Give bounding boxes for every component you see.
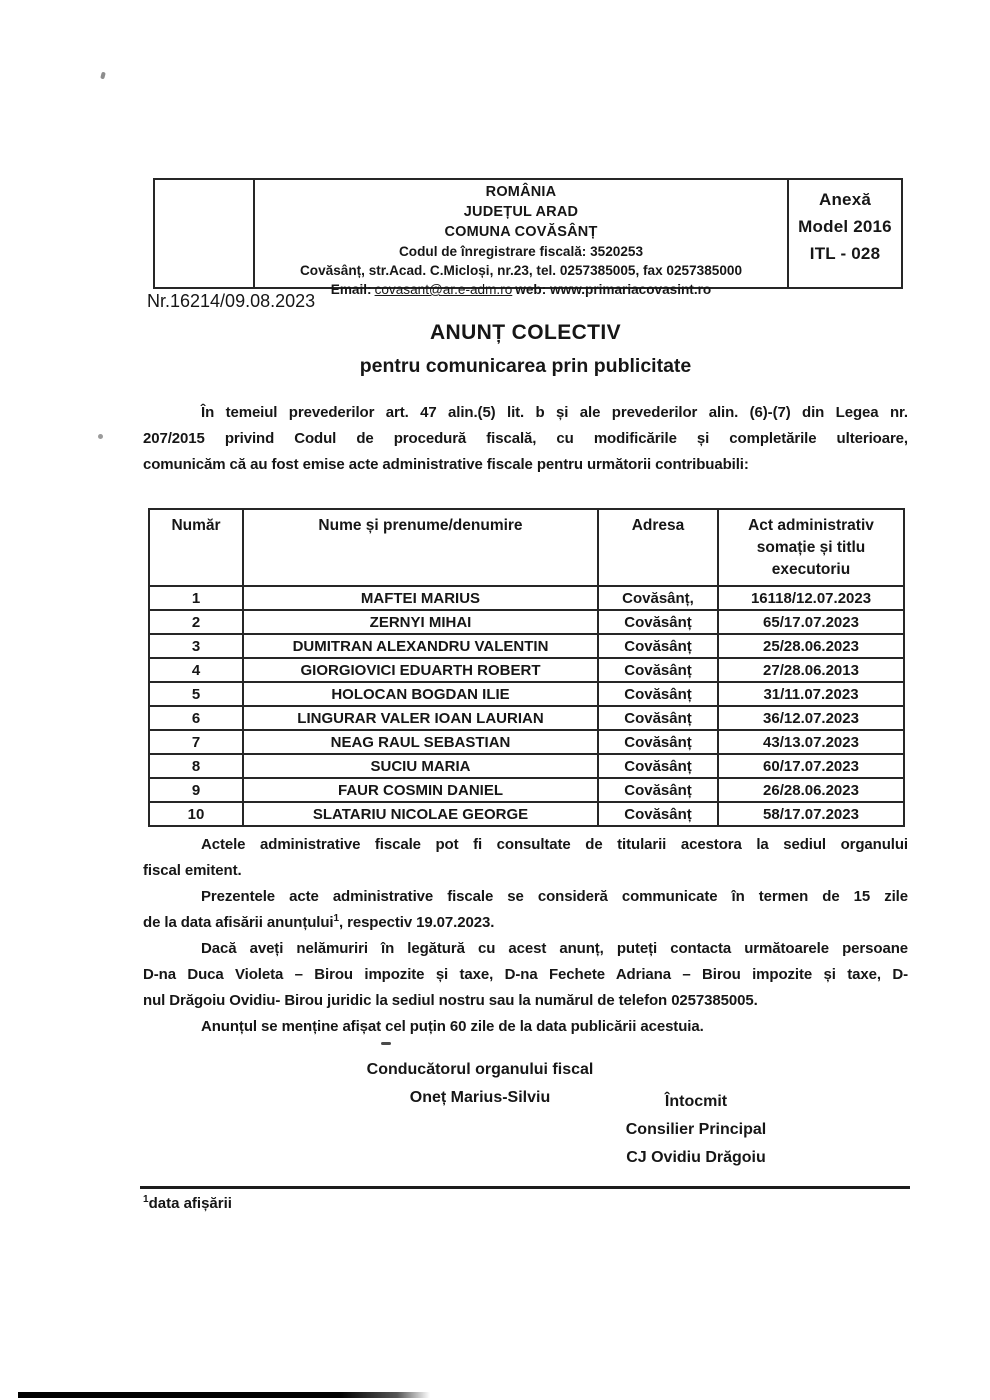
col-header-address: Adresa: [598, 509, 718, 586]
letterhead-org-cell: [255, 180, 789, 297]
signature-right-title: Întocmit: [664, 1093, 728, 1110]
table-header-row: [149, 509, 904, 586]
table-cell: HOLOCAN BOGDAN ILIE: [243, 682, 598, 706]
table-cell: Covăsânț: [598, 634, 718, 658]
text-segment: , respectiv 19.07.2023.: [338, 914, 495, 931]
text-segment: nul Drăgoiu Ovidiu- Birou juridic la sediul nostru sau la numărul de telefon 0257385005.: [143, 992, 758, 1009]
table-cell: Covăsânț: [598, 730, 718, 754]
table-row: [149, 706, 904, 730]
paragraph-line: [143, 832, 908, 858]
table-cell: 60/17.07.2023: [718, 754, 904, 778]
paragraph-line: [143, 988, 908, 1014]
table-cell: 31/11.07.2023: [718, 682, 904, 706]
table-row: [149, 658, 904, 682]
table-cell: NEAG RAUL SEBASTIAN: [243, 730, 598, 754]
letterhead-table: [153, 178, 903, 297]
table-cell: 16118/12.07.2023: [718, 586, 904, 610]
table-row: [149, 682, 904, 706]
table-cell: FAUR COSMIN DANIEL: [243, 778, 598, 802]
document-subtitle: pentru comunicarea prin publicitate: [359, 355, 692, 377]
table-row: [149, 610, 904, 634]
org-address: Covăsânț, str.Acad. C.Micloși, nr.23, tel. 0257385005, fax 0257385000: [299, 263, 743, 278]
footnote-divider: [140, 1186, 910, 1189]
table-cell: ZERNYI MIHAI: [243, 610, 598, 634]
paragraph-display-duration: [143, 1014, 908, 1040]
table-row: [149, 634, 904, 658]
table-cell: Covăsânț: [598, 706, 718, 730]
text-segment: 207/2015 privind Codul de procedură fiscală, cu modificările și completările ulterioare,: [143, 430, 908, 447]
intro-paragraph: [143, 400, 908, 478]
table-cell: Covăsânț: [598, 658, 718, 682]
table-cell: 65/17.07.2023: [718, 610, 904, 634]
website: web: www.primariacovasint.ro: [515, 282, 712, 297]
table-cell: 2: [149, 610, 243, 634]
table-cell: SLATARIU NICOLAE GEORGE: [243, 802, 598, 826]
table-cell: Covăsânț: [598, 682, 718, 706]
table-row: [149, 802, 904, 826]
footnote-reference-mark: 1: [333, 913, 339, 924]
table-cell: Covăsânț: [598, 802, 718, 826]
org-commune: COMUNA COVĂSÂNȚ: [444, 224, 598, 240]
org-fiscal-code: Codul de înregistrare fiscală: 3520253: [398, 244, 644, 259]
table-cell: SUCIU MARIA: [243, 754, 598, 778]
body-paragraphs: [143, 832, 908, 1040]
table-cell: 5: [149, 682, 243, 706]
col-header-number: Număr: [149, 509, 243, 586]
table-cell: 27/28.06.2013: [718, 658, 904, 682]
table-cell: GIORGIOVICI EDUARTH ROBERT: [243, 658, 598, 682]
table-cell: Covăsânț: [598, 778, 718, 802]
signature-left-name: Oneț Marius-Silviu: [409, 1089, 551, 1106]
paragraph-consultation: [143, 832, 908, 884]
letterhead-stamp-cell: [155, 180, 255, 287]
signature-right-name: CJ Ovidiu Drăgoiu: [626, 1149, 766, 1166]
paragraph-line: [143, 426, 908, 452]
paragraph-line: [143, 1014, 908, 1040]
annex-code: ITL - 028: [809, 244, 881, 263]
table-cell: LINGURAR VALER IOAN LAURIAN: [243, 706, 598, 730]
signature-right-role: Consilier Principal: [625, 1121, 767, 1138]
col-header-act: Act administrativ somație și titlu executoriu: [718, 509, 904, 586]
table-row: [149, 754, 904, 778]
scan-artifact: [98, 434, 103, 439]
footnote-ref: 1: [143, 1194, 149, 1205]
footnote-text: data afișării: [148, 1195, 232, 1212]
scan-artifact: [381, 1042, 391, 1045]
scan-artifact: [18, 1392, 430, 1398]
table-cell: 3: [149, 634, 243, 658]
table-cell: 58/17.07.2023: [718, 802, 904, 826]
table-cell: 6: [149, 706, 243, 730]
paragraph-line: [143, 910, 908, 936]
table-cell: Covăsânț: [598, 754, 718, 778]
text-segment: În temeiul prevederilor art. 47 alin.(5) lit. b și ale prevederilor alin. (6)-(7) din Legea nr.: [201, 404, 908, 421]
text-segment: Prezentele acte administrative fiscale se consideră communicate în termen de 15 zile: [201, 888, 908, 905]
table-cell: 7: [149, 730, 243, 754]
paragraph-contact-persons: [143, 936, 908, 1014]
text-segment: de la data afisării anunțului: [143, 914, 334, 931]
paragraph-line: [143, 884, 908, 910]
registration-number: Nr.16214/09.08.2023: [147, 291, 316, 311]
text-segment: Anunțul se menține afișat cel puțin 60 zile de la data publicării acestuia.: [201, 1018, 704, 1035]
taxpayers-table: [148, 508, 905, 827]
table-cell: 1: [149, 586, 243, 610]
org-country: ROMÂNIA: [485, 184, 557, 200]
table-cell: Covăsânț: [598, 610, 718, 634]
table-row: [149, 730, 904, 754]
table-row: [149, 778, 904, 802]
text-segment: D-na Duca Violeta – Birou impozite și taxe, D-na Fechete Adriana – Birou impozite și taxe, D-: [143, 966, 908, 983]
paragraph-line: [143, 936, 908, 962]
document-title: ANUNȚ COLECTIV: [429, 321, 622, 344]
text-segment: Dacă aveți nelămuriri în legătură cu acest anunț, puteți contacta următoarele persoane: [201, 940, 908, 957]
paragraph-line: [143, 962, 908, 988]
table-cell: 36/12.07.2023: [718, 706, 904, 730]
paragraph-line: [143, 452, 908, 478]
table-cell: 8: [149, 754, 243, 778]
table-cell: Covăsânț,: [598, 586, 718, 610]
org-contact-line: [255, 280, 787, 299]
table-cell: 43/13.07.2023: [718, 730, 904, 754]
table-cell: MAFTEI MARIUS: [243, 586, 598, 610]
paragraph-line: [143, 400, 908, 426]
table-cell: 4: [149, 658, 243, 682]
footnote: [143, 1195, 232, 1212]
table-row: [149, 586, 904, 610]
table-cell: DUMITRAN ALEXANDRU VALENTIN: [243, 634, 598, 658]
table-cell: 26/28.06.2023: [718, 778, 904, 802]
email-address: covasant@ar.e-adm.ro: [374, 282, 513, 297]
paragraph-line: [143, 858, 908, 884]
annex-model: Model 2016: [798, 217, 892, 236]
paragraph-communication-term: [143, 884, 908, 936]
org-county: JUDEȚUL ARAD: [463, 204, 579, 220]
table-cell: 10: [149, 802, 243, 826]
scan-artifact: [100, 72, 106, 80]
col-header-name: Nume și prenume/denumire: [243, 509, 598, 586]
table-cell: 9: [149, 778, 243, 802]
annex-cell: [789, 180, 901, 287]
signature-left-title: Conducătorul organului fiscal: [366, 1061, 594, 1078]
text-segment: Actele administrative fiscale pot fi consultate de titularii acestora la sediul organului: [201, 836, 908, 853]
email-label: Email:: [330, 282, 372, 297]
table-cell: 25/28.06.2023: [718, 634, 904, 658]
signature-right-block: [588, 1088, 804, 1172]
annex-label: Anexă: [818, 190, 872, 209]
text-segment: comunicăm că au fost emise acte administrative fiscale pentru următorii contribuabili:: [143, 456, 749, 473]
text-segment: fiscal emitent.: [143, 862, 242, 879]
